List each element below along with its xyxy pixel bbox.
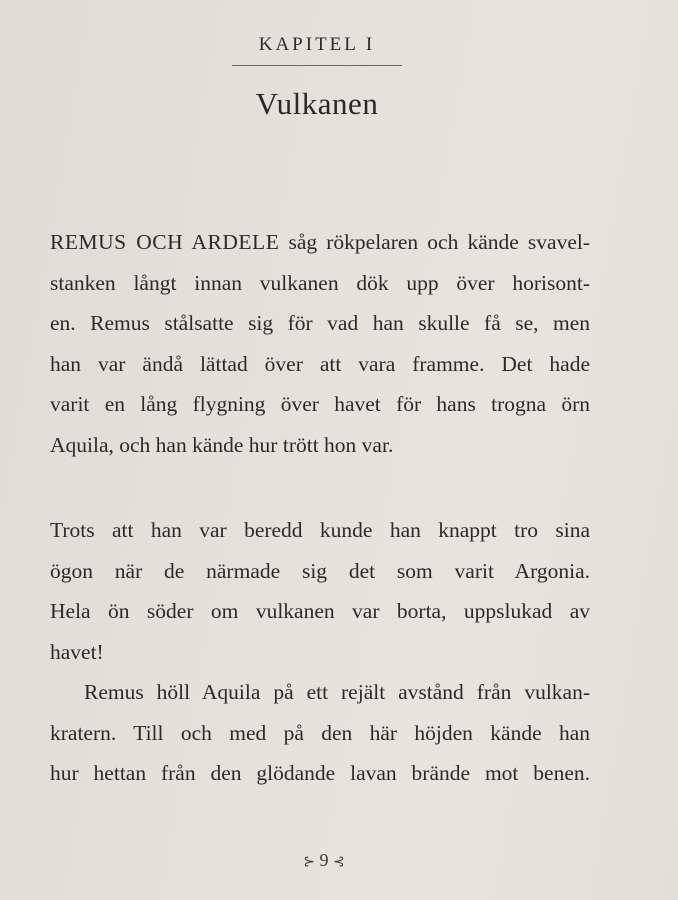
- paragraph-1: [50, 222, 590, 465]
- lead-in-smallcaps: REMUS OCH ARDELE: [50, 230, 280, 254]
- page-number: [289, 850, 359, 871]
- text-line: kratern. Till och med på den här höjden kände han: [50, 720, 590, 745]
- text-line: Aquila, och han kände hur trött hon var.: [50, 432, 394, 457]
- chapter-rule: [232, 65, 402, 66]
- text-line: han var ändå lättad över att vara framme. Det hade: [50, 351, 590, 376]
- text-line: Trots att han var beredd kunde han knappt tro sina: [50, 518, 590, 542]
- text-line: Remus höll Aquila på ett rejält avstånd från vulkan-: [84, 680, 590, 704]
- text-line: varit en lång flygning över havet för hans trogna örn: [50, 392, 590, 416]
- paragraph-2: [50, 510, 590, 794]
- chapter-title: Vulkanen: [255, 86, 379, 121]
- text-line: stanken långt innan vulkanen dök upp över horisont-: [50, 270, 590, 295]
- chapter-label: KAPITEL I: [258, 34, 376, 55]
- text-line: REMUS OCH ARDELE såg rökpelaren och kände svavel-: [50, 230, 590, 254]
- folio-ornament-right-icon: ⊰: [333, 855, 345, 870]
- text-line: havet!: [50, 639, 104, 664]
- text-line: Hela ön söder om vulkanen var borta, uppslukad av: [50, 599, 590, 623]
- page-number-value: 9: [319, 850, 329, 870]
- folio-ornament-left-icon: ⊱: [303, 855, 315, 870]
- text-line: en. Remus stålsatte sig för vad han skulle få se, men: [50, 311, 590, 335]
- text-line: ögon när de närmade sig det som varit Argonia.: [50, 558, 590, 583]
- text-line: hur hettan från den glödande lavan brände mot benen.: [50, 761, 590, 785]
